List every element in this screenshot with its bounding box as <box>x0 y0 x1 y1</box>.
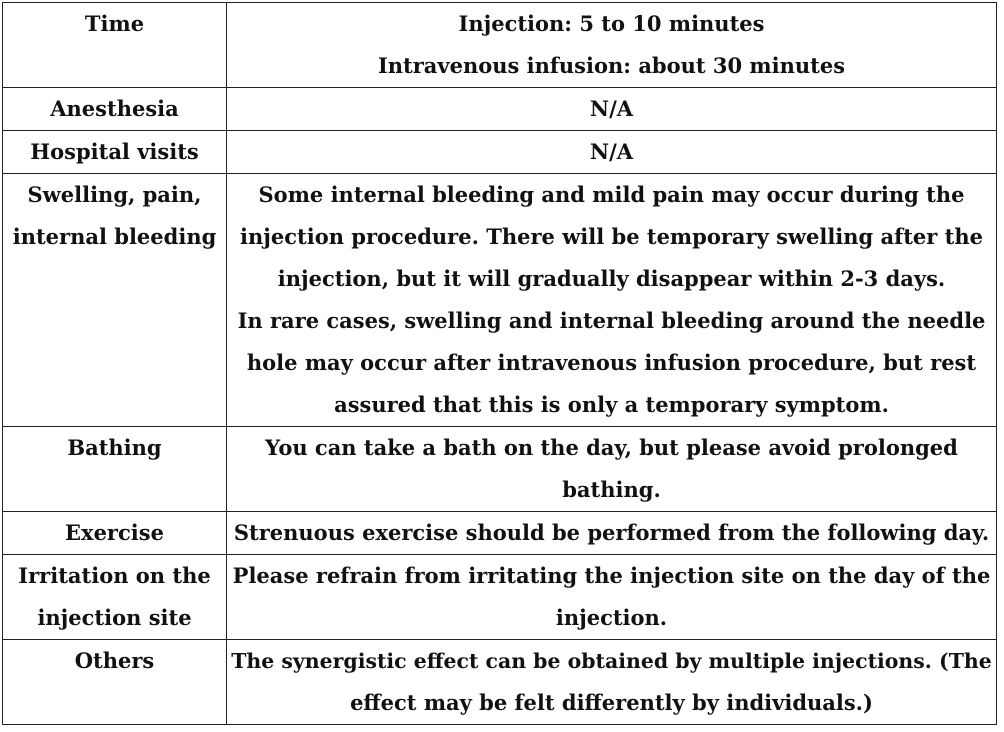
row-label <box>3 174 227 427</box>
row-value-text: bathing. <box>562 477 661 502</box>
row-label-text: Others <box>74 648 155 673</box>
row-value-text: hole may occur after intravenous infusion procedure, but rest <box>246 350 977 375</box>
row-value-text: Injection: 5 to 10 minutes <box>458 11 765 36</box>
row-label <box>3 427 227 512</box>
row-label-text: Hospital visits <box>30 139 199 164</box>
row-value <box>227 3 997 88</box>
table-row-others <box>3 640 997 725</box>
row-label <box>3 555 227 640</box>
row-label <box>3 131 227 174</box>
row-label-text: Bathing <box>67 435 162 460</box>
row-value <box>227 427 997 512</box>
table-row-bathing <box>3 427 997 512</box>
row-value-text: Some internal bleeding and mild pain may occur during the <box>258 182 965 207</box>
row-value-text: Please refrain from irritating the injection site on the day of the <box>232 563 991 588</box>
row-value <box>227 555 997 640</box>
row-label <box>3 3 227 88</box>
table-row-time <box>3 3 997 88</box>
row-label <box>3 640 227 725</box>
table-row-exercise <box>3 512 997 555</box>
row-value <box>227 131 997 174</box>
row-value-text: N/A <box>589 139 634 164</box>
row-value <box>227 512 997 555</box>
row-value-text: assured that this is only a temporary symptom. <box>334 392 889 417</box>
row-label-text: injection site <box>37 605 192 630</box>
table-row-hospital-visits <box>3 131 997 174</box>
row-label <box>3 512 227 555</box>
row-label-text: Irritation on the <box>18 563 211 588</box>
row-label <box>3 88 227 131</box>
row-value-text: In rare cases, swelling and internal bleeding around the needle <box>237 308 986 333</box>
table-row-irritation <box>3 555 997 640</box>
row-value-text: injection procedure. There will be temporary swelling after the <box>240 224 983 249</box>
row-value-text: injection. <box>555 605 668 630</box>
row-label-text: Swelling, pain, <box>27 182 202 207</box>
row-value-text: injection, but it will gradually disappear within 2-3 days. <box>277 266 946 291</box>
row-value-text: Intravenous infusion: about 30 minutes <box>377 53 846 78</box>
row-value-text: Strenuous exercise should be performed from the following day. <box>233 520 990 545</box>
row-value <box>227 640 997 725</box>
row-label-text: Anesthesia <box>50 96 179 121</box>
row-label-text: Time <box>84 11 145 36</box>
table-row-anesthesia <box>3 88 997 131</box>
row-value <box>227 174 997 427</box>
procedure-info-table <box>2 2 997 725</box>
row-value-text: N/A <box>589 96 634 121</box>
row-value <box>227 88 997 131</box>
table-row-swelling <box>3 174 997 427</box>
row-label-text: Exercise <box>65 520 164 545</box>
row-value-text: effect may be felt differently by individuals.) <box>350 690 873 715</box>
row-label-text: internal bleeding <box>12 224 217 249</box>
row-value-text: You can take a bath on the day, but please avoid prolonged <box>265 435 958 460</box>
row-value-text: The synergistic effect can be obtained by multiple injections. (The <box>231 649 992 673</box>
